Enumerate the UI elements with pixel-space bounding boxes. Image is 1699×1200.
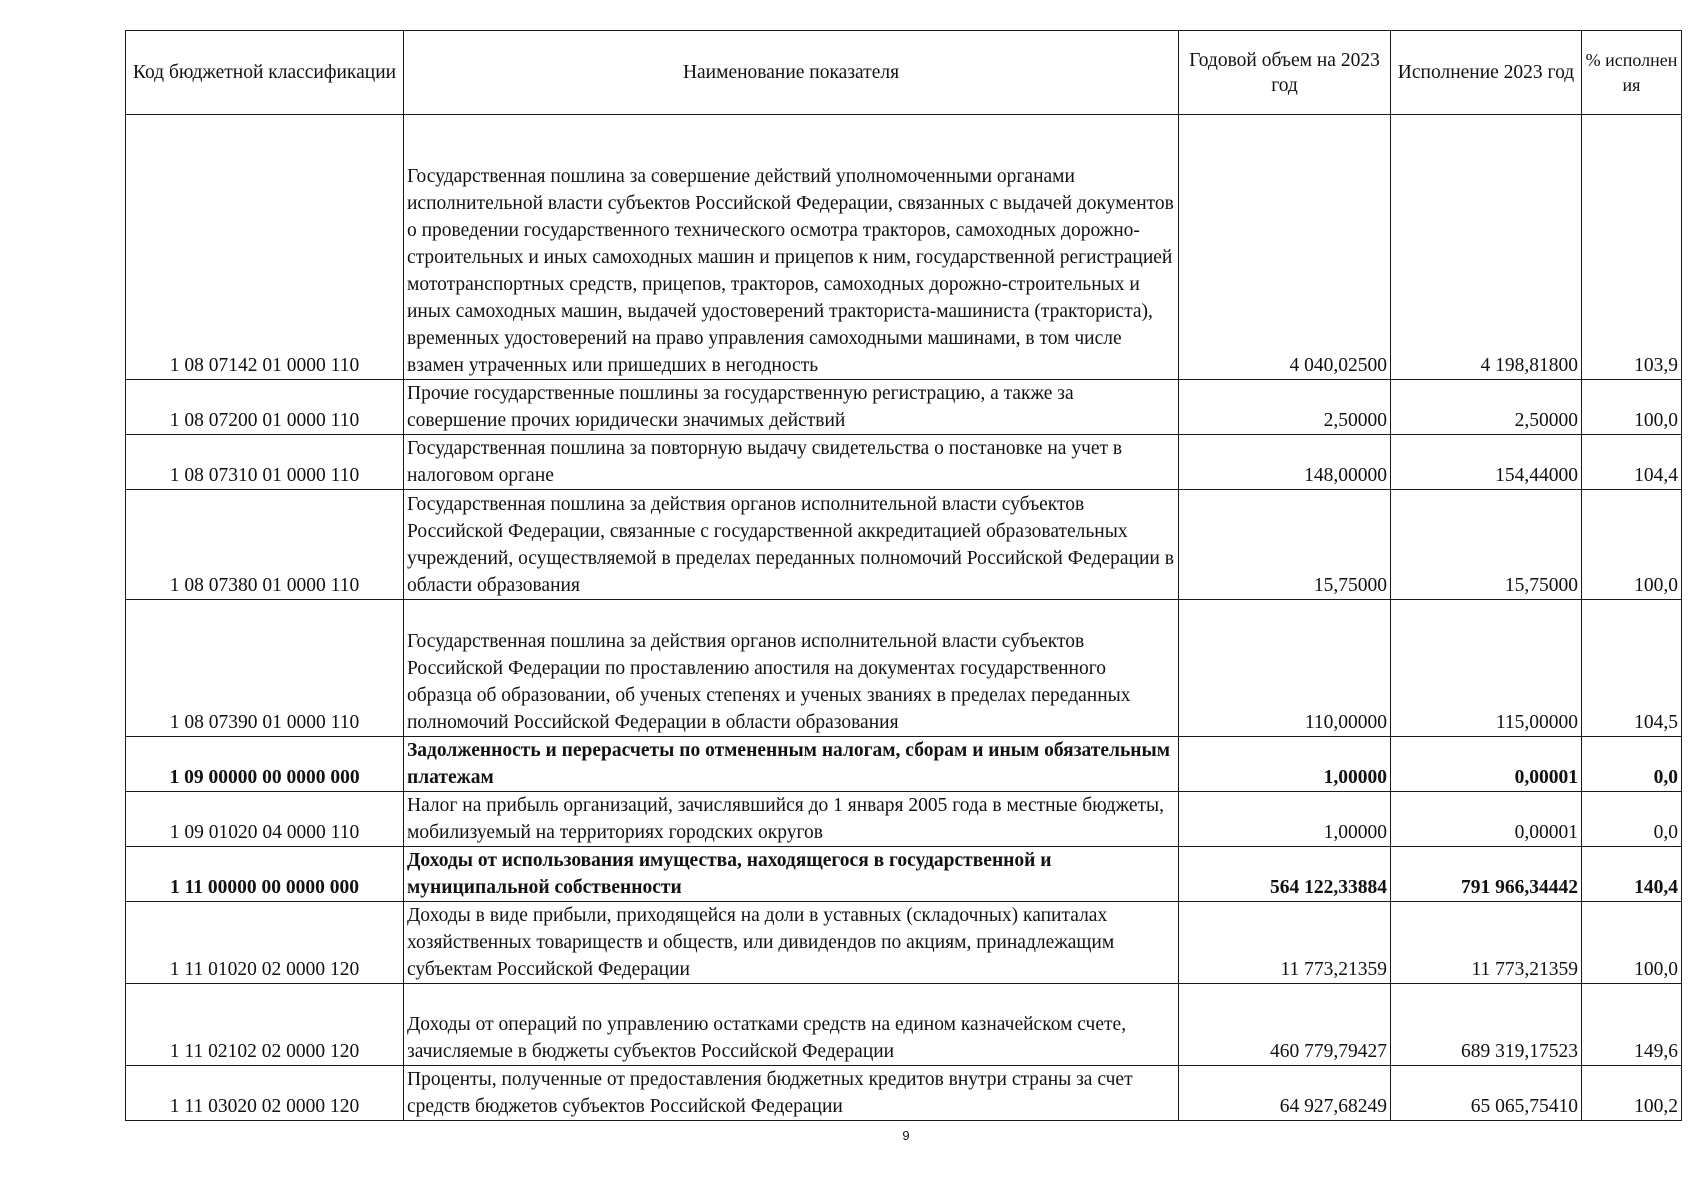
row-pct: 103,9 — [1582, 115, 1682, 380]
table-row — [126, 984, 1682, 1066]
row-exec: 791 966,34442 — [1391, 847, 1582, 902]
row-pct: 140,4 — [1582, 847, 1682, 902]
row-pct: 0,0 — [1582, 737, 1682, 792]
row-plan: 564 122,33884 — [1179, 847, 1391, 902]
row-pct: 100,2 — [1582, 1066, 1682, 1121]
row-name: Государственная пошлина за действия органов исполнительной власти субъектов Российской Федерации по проставлению апостиля на документах государственного образца об образовании, об ученых степенях и ученых званиях в пределах переданных полномочий Российской Федерации в области образования — [404, 600, 1179, 737]
table-row — [126, 1066, 1682, 1121]
row-code: 1 08 07310 01 0000 110 — [126, 435, 404, 490]
row-name: Государственная пошлина за повторную выдачу свидетельства о постановке на учет в налоговом органе — [404, 435, 1179, 490]
row-name: Прочие государственные пошлины за государственную регистрацию, а также за совершение прочих юридически значимых действий — [404, 380, 1179, 435]
row-code: 1 11 01020 02 0000 120 — [126, 902, 404, 984]
budget-table — [125, 30, 1682, 1121]
row-exec: 4 198,81800 — [1391, 115, 1582, 380]
row-exec: 115,00000 — [1391, 600, 1582, 737]
row-name: Доходы от использования имущества, находящегося в государственной и муниципальной собственности — [404, 847, 1179, 902]
header-exec: Исполнение 2023 год — [1391, 31, 1582, 115]
header-name: Наименование показателя — [404, 31, 1179, 115]
header-row — [126, 31, 1682, 115]
row-code: 1 08 07390 01 0000 110 — [126, 600, 404, 737]
row-name: Налог на прибыль организаций, зачислявшийся до 1 января 2005 года в местные бюджеты, мобилизуемый на территориях городских округов — [404, 792, 1179, 847]
table-row — [126, 490, 1682, 600]
table-row — [126, 380, 1682, 435]
row-code: 1 09 01020 04 0000 110 — [126, 792, 404, 847]
row-exec: 0,00001 — [1391, 792, 1582, 847]
row-name: Задолженность и перерасчеты по отмененным налогам, сборам и иным обязательным платежам — [404, 737, 1179, 792]
page-number: 9 — [902, 1128, 910, 1143]
row-exec: 11 773,21359 — [1391, 902, 1582, 984]
row-code: 1 08 07380 01 0000 110 — [126, 490, 404, 600]
row-plan: 64 927,68249 — [1179, 1066, 1391, 1121]
row-plan: 1,00000 — [1179, 792, 1391, 847]
row-pct: 100,0 — [1582, 902, 1682, 984]
row-exec: 0,00001 — [1391, 737, 1582, 792]
row-pct: 0,0 — [1582, 792, 1682, 847]
row-plan: 4 040,02500 — [1179, 115, 1391, 380]
table-row — [126, 902, 1682, 984]
row-name: Государственная пошлина за действия органов исполнительной власти субъектов Российской Федерации, связанные с государственной аккредитацией образовательных учреждений, осуществляемой в пределах переданных полномочий Российской Федерации в области образования — [404, 490, 1179, 600]
table-row — [126, 847, 1682, 902]
row-plan: 1,00000 — [1179, 737, 1391, 792]
row-exec: 2,50000 — [1391, 380, 1582, 435]
header-code: Код бюджетной классификации — [126, 31, 404, 115]
row-code: 1 08 07142 01 0000 110 — [126, 115, 404, 380]
row-code: 1 08 07200 01 0000 110 — [126, 380, 404, 435]
row-pct: 104,4 — [1582, 435, 1682, 490]
table-row — [126, 600, 1682, 737]
table-row — [126, 115, 1682, 380]
header-pct: % исполнения — [1582, 31, 1682, 115]
row-pct: 104,5 — [1582, 600, 1682, 737]
row-plan: 148,00000 — [1179, 435, 1391, 490]
row-code: 1 11 00000 00 0000 000 — [126, 847, 404, 902]
row-name: Государственная пошлина за совершение действий уполномоченными органами исполнительной власти субъектов Российской Федерации, связанных с выдачей документов о проведении государственного технического осмотра тракторов, самоходных дорожно-строительных и иных самоходных машин и прицепов к ним, государственной регистрацией мототранспортных средств, прицепов, тракторов, самоходных дорожно-строительных и иных самоходных машин, выдачей удостоверений тракториста-машиниста (тракториста), временных удостоверений на право управления самоходными машинами, в том числе взамен утраченных или пришедших в негодность — [404, 115, 1179, 380]
row-pct: 149,6 — [1582, 984, 1682, 1066]
row-exec: 65 065,75410 — [1391, 1066, 1582, 1121]
row-name: Доходы в виде прибыли, приходящейся на доли в уставных (складочных) капиталах хозяйственных товариществ и обществ, или дивидендов по акциям, принадлежащим субъектам Российской Федерации — [404, 902, 1179, 984]
row-code: 1 09 00000 00 0000 000 — [126, 737, 404, 792]
row-plan: 11 773,21359 — [1179, 902, 1391, 984]
row-pct: 100,0 — [1582, 380, 1682, 435]
header-plan: Годовой объем на 2023 год — [1179, 31, 1391, 115]
table-row — [126, 737, 1682, 792]
row-exec: 689 319,17523 — [1391, 984, 1582, 1066]
row-plan: 110,00000 — [1179, 600, 1391, 737]
row-plan: 460 779,79427 — [1179, 984, 1391, 1066]
row-code: 1 11 03020 02 0000 120 — [126, 1066, 404, 1121]
row-name: Проценты, полученные от предоставления бюджетных кредитов внутри страны за счет средств бюджетов субъектов Российской Федерации — [404, 1066, 1179, 1121]
row-exec: 154,44000 — [1391, 435, 1582, 490]
row-plan: 15,75000 — [1179, 490, 1391, 600]
row-name: Доходы от операций по управлению остатками средств на едином казначейском счете, зачисляемые в бюджеты субъектов Российской Федерации — [404, 984, 1179, 1066]
table-row — [126, 435, 1682, 490]
table-row — [126, 792, 1682, 847]
row-plan: 2,50000 — [1179, 380, 1391, 435]
row-code: 1 11 02102 02 0000 120 — [126, 984, 404, 1066]
row-pct: 100,0 — [1582, 490, 1682, 600]
row-exec: 15,75000 — [1391, 490, 1582, 600]
